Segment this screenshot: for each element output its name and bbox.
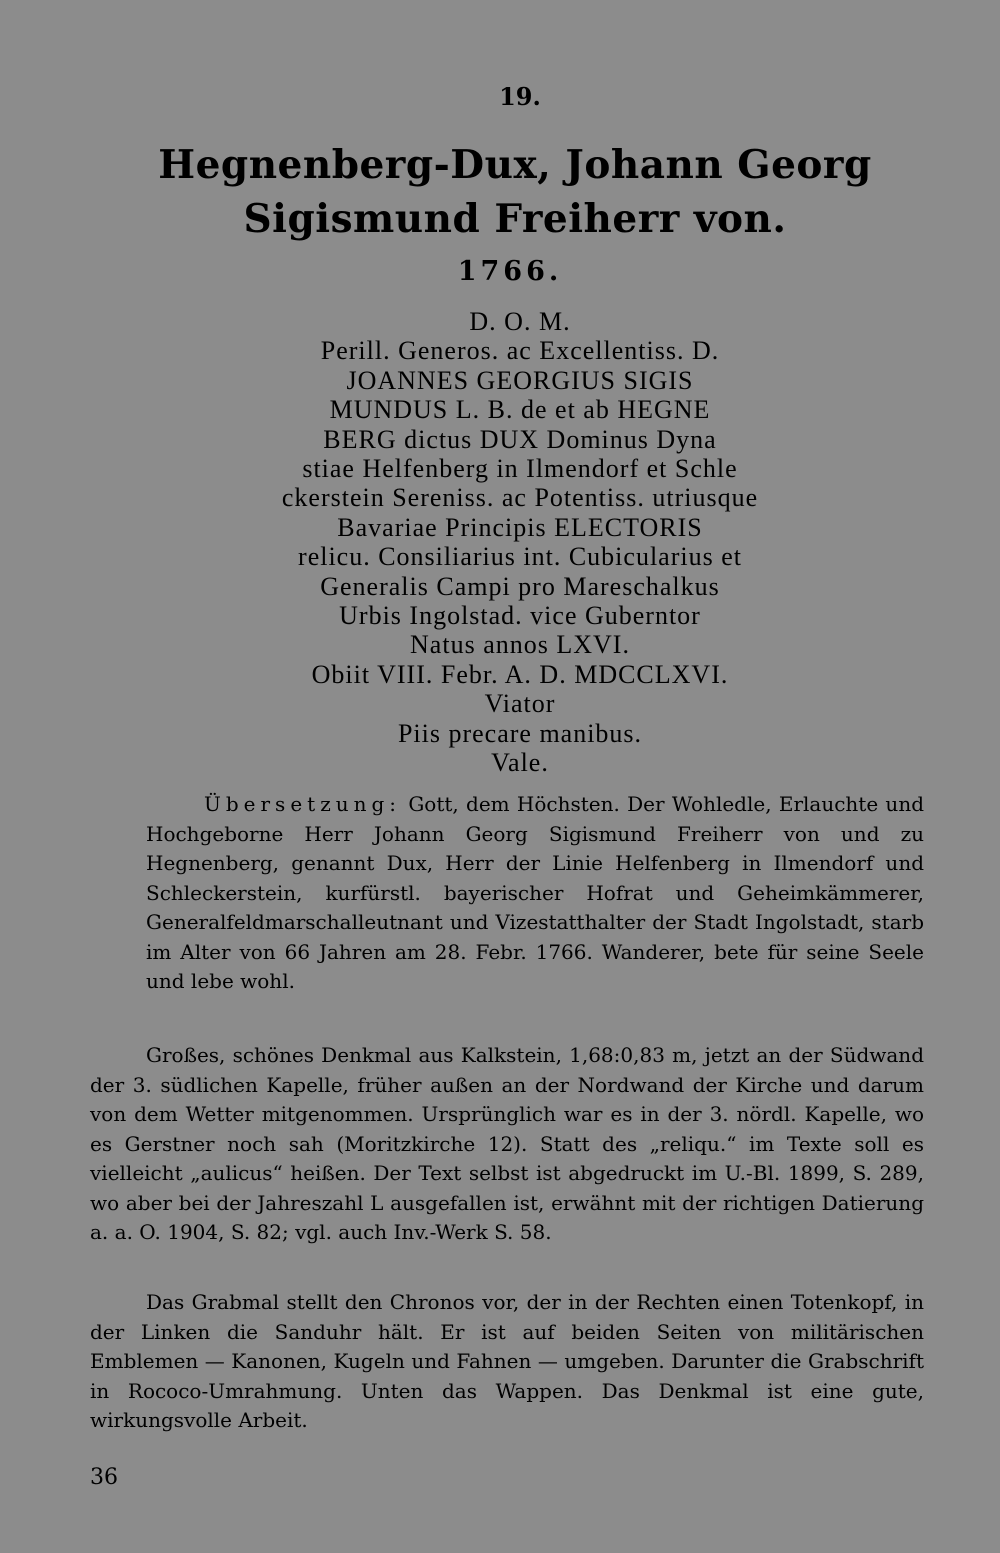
page-number: 36 <box>90 1465 118 1490</box>
description-paragraph: Großes, schönes Denkmal aus Kalkstein, 1,68:0,83 m, jetzt an der Südwand der 3. südlichen Kapelle, früher außen an der Nordwand der Kirche und darum von dem Wetter mitgenommen. Ursprünglich war es in der 3. nördl. Kapelle, wo es Gerstner noch sah (Moritzkirche 12). Statt des „reliqu.“ im Texte soll es vielleicht „aulicus“ heißen. Der Text selbst ist abgedruckt im U.-Bl. 1899, S. 289, wo aber bei der Jahreszahl L ausgefallen ist, erwähnt mit der richtigen Datierung a. a. O. 1904, S. 82; vgl. auch Inv.-Werk S. 58. <box>90 1043 924 1244</box>
inscription-line: D. O. M. <box>469 307 571 336</box>
inscription-line: Obiit VIII. Febr. A. D. MDCCLXVI. <box>311 659 729 689</box>
inscription-line: Perill. Generos. ac Excellentiss. D. <box>320 336 720 366</box>
inscription-line: stiae Helfenberg in Ilmendorf et Schle <box>302 454 738 484</box>
monument-paragraph: Das Grabmal stellt den Chronos vor, der in der Rechten einen Totenkopf, in der Linken die Sanduhr hält. Er ist auf beiden Seiten von militärischen Emblemen — Kanonen, Kugeln und Fahnen — umgeben. Darunter die Grabschrift in Rococo-Umrahmung. Unten das Wappen. Das Denkmal ist eine gute, wirkungsvolle Arbeit. <box>90 1290 924 1432</box>
translation-paragraph <box>146 790 924 997</box>
entry-number: 19. <box>499 82 541 111</box>
epitaph-inscription <box>180 307 860 778</box>
inscription-line: Vale. <box>491 748 549 778</box>
inscription-line: Urbis Ingolstad. vice Guberntor <box>339 601 701 631</box>
inscription-line: MUNDUS L. B. de et ab HEGNE <box>329 395 711 425</box>
inscription-line: BERG dictus DUX Dominus Dyna <box>323 424 717 454</box>
translation-text: Gott, dem Höchsten. Der Wohledle, Erlauchte und Hochgeborne Herr Johann Georg Sigismund Freiherr von und zu Hegnenberg, genannt Dux, Herr der Linie Helfenberg in Ilmendorf und Schleckerstein, kurfürstl. bayerischer Hofrat und Geheimkämmerer, Generalfeldmarschalleutnant und Vizestatthalter der Stadt Ingolstadt, starb im Alter von 66 Jahren am 28. Febr. 1766. Wanderer, bete für seine Seele und lebe wohl. <box>146 792 924 993</box>
inscription-line: JOANNES GEORGIUS SIGIS <box>346 365 694 395</box>
translation-label: Übersetzung: <box>204 792 402 816</box>
inscription-line: Natus annos LXVI. <box>410 630 630 660</box>
inscription-line: Viator <box>484 689 556 719</box>
entry-title: Hegnenberg-Dux, Johann Georg Sigismund Freiherr von. <box>158 142 872 242</box>
entry-year: 1766. <box>457 256 563 287</box>
inscription-line: ckerstein Sereniss. ac Potentiss. utriusque <box>281 483 759 513</box>
inscription-line: Bavariae Principis ELECTORIS <box>337 512 703 542</box>
inscription-line: Piis precare manibus. <box>397 718 643 748</box>
inscription-line: Generalis Campi pro Mareschalkus <box>320 571 720 601</box>
inscription-line: relicu. Consiliarius int. Cubicularius et <box>298 542 742 572</box>
